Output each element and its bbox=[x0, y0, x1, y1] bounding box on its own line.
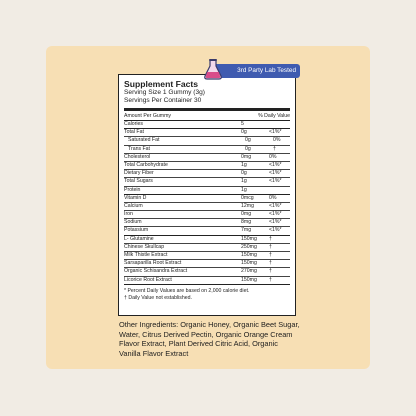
table-row bbox=[124, 202, 290, 210]
row-name: Sodium bbox=[124, 219, 142, 226]
row-amount: 0g bbox=[241, 170, 247, 177]
row-dv: 0% bbox=[269, 153, 277, 160]
row-name: Chinese Skullcap bbox=[124, 243, 165, 250]
row-dv: <1%* bbox=[269, 211, 282, 218]
row-name: Total Fat bbox=[124, 129, 144, 136]
table-row bbox=[124, 194, 290, 202]
row-amount: 0g bbox=[245, 137, 251, 144]
row-dv: 0% bbox=[269, 194, 277, 201]
amount-header-left: Amount Per Gummy bbox=[124, 113, 171, 119]
footnote-daily-values: * Percent Daily Values are based on 2,000 calorie diet. bbox=[124, 287, 250, 294]
amount-header-right: % Daily Value bbox=[258, 113, 290, 119]
table-row bbox=[124, 145, 290, 153]
row-amount: 0mcg bbox=[241, 194, 254, 201]
row-amount: 0mg bbox=[241, 211, 252, 218]
row-dv: <1%* bbox=[269, 161, 282, 168]
row-name: Cholesterol bbox=[124, 153, 151, 160]
table-row bbox=[124, 218, 290, 226]
table-row bbox=[124, 177, 290, 185]
row-amount: 150mg bbox=[241, 235, 257, 242]
row-name: Dietary Fiber bbox=[124, 170, 154, 177]
row-dv: † bbox=[269, 276, 272, 283]
row-name: Milk Thistle Extract bbox=[124, 252, 168, 258]
row-amount: 250mg bbox=[241, 243, 257, 250]
row-dv: † bbox=[269, 268, 272, 275]
row-dv: † bbox=[269, 260, 272, 267]
servings-per-container: Servings Per Container 30 bbox=[124, 97, 202, 104]
table-row bbox=[124, 267, 290, 275]
table-row bbox=[124, 210, 290, 218]
row-dv: <1%* bbox=[269, 129, 282, 136]
row-name: Saturated Fat bbox=[128, 137, 160, 144]
row-amount: 5 bbox=[241, 121, 244, 127]
footnotes bbox=[124, 284, 290, 302]
row-dv: † bbox=[269, 252, 272, 258]
row-name: Protein bbox=[124, 186, 141, 193]
row-amount: 1g bbox=[241, 178, 247, 185]
table-row bbox=[124, 121, 290, 128]
row-name: Calcium bbox=[124, 202, 143, 209]
nutrient-table bbox=[124, 121, 290, 284]
flask-icon bbox=[203, 58, 223, 80]
table-row bbox=[124, 186, 290, 194]
row-name: Potassium bbox=[124, 227, 149, 234]
row-amount: 0mg bbox=[241, 153, 252, 160]
row-dv: <1%* bbox=[269, 170, 282, 177]
table-row bbox=[124, 226, 290, 234]
row-dv: <1%* bbox=[269, 178, 282, 185]
row-dv: <1%* bbox=[269, 227, 282, 234]
row-amount: 150mg bbox=[241, 252, 257, 258]
table-row bbox=[124, 153, 290, 161]
table-row bbox=[124, 136, 290, 144]
row-amount: 1g bbox=[241, 186, 247, 193]
row-name: Organic Schisandra Extract bbox=[124, 268, 188, 275]
row-amount: 0g bbox=[241, 129, 247, 136]
supplement-facts-panel bbox=[118, 74, 296, 316]
footnote-not-established: † Daily Value not established. bbox=[124, 294, 192, 301]
other-ingredients: Other Ingredients: Organic Honey, Organic Beet Sugar, Water, Citrus Derived Pectin, Organic Orange Cream Flavor Extract, Plant Derived Citric Acid, Organic Vanilla Flavor Extract bbox=[119, 320, 300, 358]
row-dv: † bbox=[269, 235, 272, 242]
row-dv: <1%* bbox=[269, 219, 282, 226]
row-dv: † bbox=[273, 145, 276, 152]
table-row bbox=[124, 243, 290, 251]
row-amount: 150mg bbox=[241, 260, 257, 267]
row-dv: 0% bbox=[273, 137, 281, 144]
row-amount: 8mg bbox=[241, 219, 252, 226]
row-dv: <1%* bbox=[269, 202, 282, 209]
row-amount: 0g bbox=[245, 145, 251, 152]
row-name: Calories bbox=[124, 121, 144, 127]
table-row bbox=[124, 251, 290, 259]
lab-tested-badge: 3rd Party Lab Tested bbox=[210, 64, 300, 78]
row-name: Total Carbohydrate bbox=[124, 161, 168, 168]
table-row bbox=[124, 259, 290, 267]
row-amount: 1g bbox=[241, 161, 247, 168]
row-name: Iron bbox=[124, 211, 133, 218]
panel-title: Supplement Facts bbox=[124, 79, 199, 89]
row-dv: † bbox=[269, 243, 272, 250]
row-name: Licorice Root Extract bbox=[124, 276, 172, 283]
table-row bbox=[124, 235, 290, 243]
row-name: Trans Fat bbox=[128, 145, 151, 152]
row-amount: 150mg bbox=[241, 276, 257, 283]
row-name: Vitamin D bbox=[124, 194, 147, 201]
table-row bbox=[124, 161, 290, 169]
table-row bbox=[124, 169, 290, 177]
row-amount: 270mg bbox=[241, 268, 257, 275]
table-row bbox=[124, 276, 290, 284]
row-name: Total Sugars bbox=[124, 178, 153, 185]
amount-header bbox=[124, 111, 290, 120]
row-amount: 12mg bbox=[241, 202, 254, 209]
row-name: Sarsaparilla Root Extract bbox=[124, 260, 182, 267]
table-row bbox=[124, 128, 290, 136]
row-amount: 7mg bbox=[241, 227, 252, 234]
row-name: L- Glutamine bbox=[124, 235, 154, 242]
serving-size: Serving Size 1 Gummy (3g) bbox=[124, 89, 205, 96]
